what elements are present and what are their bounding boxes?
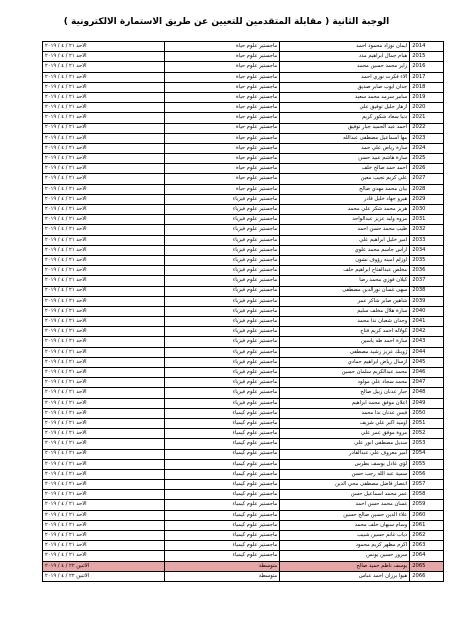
specialization-cell: ماجستير علوم فيزياء	[164, 317, 280, 327]
sequence-number-cell: 2015	[410, 52, 444, 62]
applicant-name-cell: لؤي عادل يوسف بطرس	[280, 459, 410, 469]
applicant-name-cell: سرور حسين يونس	[280, 551, 410, 561]
applicant-name-cell: سديل مصطفى انور علي	[280, 439, 410, 449]
table-row	[43, 154, 444, 164]
specialization-cell: ماجستير علوم فيزياء	[164, 215, 280, 225]
sequence-number-cell: 2058	[410, 490, 444, 500]
specialization-cell: ماجستير علوم كيمياء	[164, 408, 280, 418]
applicant-name-cell: اوميد اكبر علي شريف	[280, 418, 410, 428]
table-row	[43, 439, 444, 449]
applicant-name-cell: اكرم مظهر كريم محمود	[280, 541, 410, 551]
specialization-cell: ماجستير علوم حياة	[164, 92, 280, 102]
interview-date-cell: الاحد ٢١ / ٤ / ٢٠١٩	[43, 255, 165, 265]
applicant-name-cell: دنيا سعاد شكور كريم	[280, 113, 410, 123]
sequence-number-cell: 2060	[410, 510, 444, 520]
table-row	[43, 225, 444, 235]
table-row	[43, 194, 444, 204]
sequence-number-cell: 2040	[410, 306, 444, 316]
applicant-name-cell: علاء الدين حسين صالح حسين	[280, 510, 410, 520]
interview-date-cell: الاحد ٢١ / ٤ / ٢٠١٩	[43, 347, 165, 357]
specialization-cell: ماجستير علوم حياة	[164, 62, 280, 72]
specialization-cell: ماجستير علوم فيزياء	[164, 337, 280, 347]
specialization-cell: ماجستير علوم فيزياء	[164, 286, 280, 296]
interview-date-cell: الاحد ٢١ / ٤ / ٢٠١٩	[43, 368, 165, 378]
sequence-number-cell: 2063	[410, 541, 444, 551]
specialization-cell: ماجستير علوم كيمياء	[164, 531, 280, 541]
table-row	[43, 317, 444, 327]
interview-date-cell: الاحد ٢١ / ٤ / ٢٠١٩	[43, 490, 165, 500]
specialization-cell: متوسطة	[164, 571, 280, 581]
sequence-number-cell: 2057	[410, 480, 444, 490]
table-row	[43, 551, 444, 561]
specialization-cell: ماجستير علوم كيمياء	[164, 490, 280, 500]
sequence-number-cell: 2022	[410, 123, 444, 133]
interview-date-cell: الاحد ٢١ / ٤ / ٢٠١٩	[43, 541, 165, 551]
specialization-cell: ماجستير علوم حياة	[164, 123, 280, 133]
table-row	[43, 72, 444, 82]
specialization-cell: ماجستير علوم حياة	[164, 143, 280, 153]
table-row	[43, 184, 444, 194]
specialization-cell: ماجستير علوم فيزياء	[164, 378, 280, 388]
specialization-cell: ماجستير علوم كيمياء	[164, 449, 280, 459]
table-row	[43, 388, 444, 398]
applicant-name-cell: اراس جاسم محمد علوي	[280, 245, 410, 255]
sequence-number-cell: 2044	[410, 347, 444, 357]
sequence-number-cell: 2043	[410, 337, 444, 347]
applicant-name-cell: ژوينك عزيز رشيد مصطفى	[280, 347, 410, 357]
applicant-name-cell: سارة هلال مخلف سليم	[280, 306, 410, 316]
specialization-cell: ماجستير علوم فيزياء	[164, 306, 280, 316]
applicant-name-cell: زاير محمد حسين محمد	[280, 62, 410, 72]
applicant-name-cell: الاء فكرت نوري احمد	[280, 72, 410, 82]
interview-date-cell: الاحد ٢١ / ٤ / ٢٠١٩	[43, 72, 165, 82]
applicant-name-cell: احمد عبد الحميد جبار توفيق	[280, 123, 410, 133]
interview-date-cell: الاحد ٢١ / ٤ / ٢٠١٩	[43, 286, 165, 296]
table-row	[43, 480, 444, 490]
interview-date-cell: الاحد ٢١ / ٤ / ٢٠١٩	[43, 337, 165, 347]
sequence-number-cell: 2052	[410, 429, 444, 439]
page-title: الوجبة الثانية ( مقابلة المتقدمين للتعيين عن طريق الاستمارة الالكترونية )	[63, 17, 390, 27]
specialization-cell: ماجستير علوم فيزياء	[164, 255, 280, 265]
specialization-cell: ماجستير علوم كيمياء	[164, 459, 280, 469]
interview-date-cell: الاحد ٢١ / ٤ / ٢٠١٩	[43, 418, 165, 428]
applicant-name-cell: سمية عبد الله رجب حسن	[280, 469, 410, 479]
applicant-name-cell: كيلان فوزي محمد رضا	[280, 276, 410, 286]
table-row	[43, 306, 444, 316]
interview-date-cell: الاحد ٢١ / ٤ / ٢٠١٩	[43, 205, 165, 215]
interview-date-cell: الاحد ٢١ / ٤ / ٢٠١٩	[43, 378, 165, 388]
sequence-number-cell: 2065	[410, 561, 444, 571]
specialization-cell: ماجستير علوم حياة	[164, 52, 280, 62]
sequence-number-cell: 2049	[410, 398, 444, 408]
applicant-name-cell: ازسال رياض ابراهيم حمادي	[280, 357, 410, 367]
sequence-number-cell: 2054	[410, 449, 444, 459]
table-row	[43, 164, 444, 174]
applicant-name-cell: سارة رياض علي حمد	[280, 143, 410, 153]
specialization-cell: ماجستير علوم فيزياء	[164, 194, 280, 204]
specialization-cell: ماجستير علوم فيزياء	[164, 327, 280, 337]
interview-date-cell: الاحد ٢١ / ٤ / ٢٠١٩	[43, 174, 165, 184]
table-row	[43, 327, 444, 337]
specialization-cell: ماجستير علوم فيزياء	[164, 245, 280, 255]
sequence-number-cell: 2025	[410, 154, 444, 164]
specialization-cell: ماجستير علوم فيزياء	[164, 398, 280, 408]
specialization-cell: ماجستير علوم حياة	[164, 103, 280, 113]
interview-date-cell: الاحد ٢١ / ٤ / ٢٠١٩	[43, 143, 165, 153]
table-row	[43, 378, 444, 388]
interview-date-cell: الاحد ٢١ / ٤ / ٢٠١٩	[43, 113, 165, 123]
specialization-cell: ماجستير علوم كيمياء	[164, 500, 280, 510]
applicant-name-cell: غسان محمد حسن احمد	[280, 500, 410, 510]
table-row	[43, 357, 444, 367]
specialization-cell: ماجستير علوم كيمياء	[164, 480, 280, 490]
interview-date-cell: الاثنين ٢٢ / ٤ / ٢٠١٩	[43, 571, 165, 581]
table-row	[43, 500, 444, 510]
table-row	[43, 215, 444, 225]
table-row	[43, 286, 444, 296]
sequence-number-cell: 2026	[410, 164, 444, 174]
interview-date-cell: الاحد ٢١ / ٤ / ٢٠١٩	[43, 276, 165, 286]
table-row	[43, 531, 444, 541]
sequence-number-cell: 2066	[410, 571, 444, 581]
table-row	[43, 449, 444, 459]
sequence-number-cell: 2051	[410, 418, 444, 428]
sequence-number-cell: 2014	[410, 42, 444, 52]
sequence-number-cell: 2034	[410, 245, 444, 255]
sequence-number-cell: 2019	[410, 92, 444, 102]
interview-date-cell: الاحد ٢١ / ٤ / ٢٠١٩	[43, 194, 165, 204]
interview-date-cell: الاحد ٢١ / ٤ / ٢٠١٩	[43, 398, 165, 408]
applicant-name-cell: وسام سبهان خلف محمد	[280, 520, 410, 530]
table-row	[43, 510, 444, 520]
sequence-number-cell: 2031	[410, 215, 444, 225]
sequence-number-cell: 2024	[410, 143, 444, 153]
applicant-name-cell: امير خليل ابراهيم علي	[280, 235, 410, 245]
applicant-name-cell: بيان محمد مهدي صالح	[280, 184, 410, 194]
specialization-cell: متوسطة	[164, 561, 280, 571]
specialization-cell: ماجستير علوم فيزياء	[164, 388, 280, 398]
applicant-name-cell: عمر محمد اسماعيل حسن	[280, 490, 410, 500]
applicant-name-cell: سهى غسان نورالدين مصطفى	[280, 286, 410, 296]
interview-date-cell: الاحد ٢١ / ٤ / ٢٠١٩	[43, 154, 165, 164]
applicant-name-cell: سارة هاشم عبيد حسن	[280, 154, 410, 164]
specialization-cell: ماجستير علوم فيزياء	[164, 296, 280, 306]
sequence-number-cell: 2048	[410, 388, 444, 398]
table-row	[43, 368, 444, 378]
table-row	[43, 42, 444, 52]
sequence-number-cell: 2035	[410, 255, 444, 265]
interview-date-cell: الاحد ٢١ / ٤ / ٢٠١٩	[43, 520, 165, 530]
applicant-name-cell: امير معروف علي عبدالقادر	[280, 449, 410, 459]
specialization-cell: ماجستير علوم كيمياء	[164, 418, 280, 428]
sequence-number-cell: 2028	[410, 184, 444, 194]
specialization-cell: ماجستير علوم فيزياء	[164, 368, 280, 378]
sequence-number-cell: 2055	[410, 459, 444, 469]
applicant-name-cell: محمد عبدالكريم سلمان حسين	[280, 368, 410, 378]
specialization-cell: ماجستير علوم حياة	[164, 164, 280, 174]
sequence-number-cell: 2062	[410, 531, 444, 541]
specialization-cell: ماجستير علوم كيمياء	[164, 429, 280, 439]
table-row	[43, 459, 444, 469]
table-row	[43, 276, 444, 286]
interview-date-cell: الاحد ٢١ / ٤ / ٢٠١٩	[43, 500, 165, 510]
sequence-number-cell: 2045	[410, 357, 444, 367]
table-row	[43, 92, 444, 102]
table-row	[43, 123, 444, 133]
table-row	[43, 103, 444, 113]
interview-date-cell: الاحد ٢١ / ٤ / ٢٠١٩	[43, 164, 165, 174]
interview-date-cell: الاحد ٢١ / ٤ / ٢٠١٩	[43, 317, 165, 327]
table-row	[43, 347, 444, 357]
applicant-name-cell: هيوا برزان احمد عباس	[280, 571, 410, 581]
table-row	[43, 429, 444, 439]
applicant-name-cell: انتصار فاضل مصطفى محي الدين	[280, 480, 410, 490]
specialization-cell: ماجستير علوم فيزياء	[164, 225, 280, 235]
sequence-number-cell: 2020	[410, 103, 444, 113]
applicants-table-body	[43, 42, 444, 582]
specialization-cell: ماجستير علوم كيمياء	[164, 551, 280, 561]
sequence-number-cell: 2027	[410, 174, 444, 184]
applicant-name-cell: كولاله احمد كريم فتاح	[280, 327, 410, 337]
sequence-number-cell: 2038	[410, 286, 444, 296]
sequence-number-cell: 2046	[410, 368, 444, 378]
interview-date-cell: الاحد ٢١ / ٤ / ٢٠١٩	[43, 62, 165, 72]
sequence-number-cell: 2064	[410, 551, 444, 561]
table-row	[43, 520, 444, 530]
sequence-number-cell: 2033	[410, 235, 444, 245]
applicant-name-cell: يوسف ناظم حميد صالح	[280, 561, 410, 571]
table-row	[43, 469, 444, 479]
applicants-table	[42, 41, 444, 582]
sequence-number-cell: 2050	[410, 408, 444, 418]
interview-date-cell: الاحد ٢١ / ٤ / ٢٠١٩	[43, 306, 165, 316]
table-row	[43, 296, 444, 306]
interview-date-cell: الاحد ٢١ / ٤ / ٢٠١٩	[43, 42, 165, 52]
table-row	[43, 418, 444, 428]
table-row	[43, 490, 444, 500]
applicant-name-cell: هيرو جهاد خليل قادر	[280, 194, 410, 204]
applicant-name-cell: قيس عدنان نذا محمد	[280, 408, 410, 418]
table-row	[43, 82, 444, 92]
specialization-cell: ماجستير علوم حياة	[164, 42, 280, 52]
interview-date-cell: الاحد ٢١ / ٤ / ٢٠١٩	[43, 123, 165, 133]
table-row	[43, 255, 444, 265]
sequence-number-cell: 2016	[410, 62, 444, 72]
table-row	[43, 235, 444, 245]
specialization-cell: ماجستير علوم كيمياء	[164, 439, 280, 449]
applicant-name-cell: مها اسماعيل مصطفى عبدالله	[280, 133, 410, 143]
interview-date-cell: الاحد ٢١ / ٤ / ٢٠١٩	[43, 103, 165, 113]
table-row	[43, 113, 444, 123]
applicant-name-cell: سارة احمد طه ياسين	[280, 337, 410, 347]
specialization-cell: ماجستير علوم فيزياء	[164, 276, 280, 286]
interview-date-cell: الاحد ٢١ / ٤ / ٢٠١٩	[43, 133, 165, 143]
applicant-name-cell: هريز محمد شكر علي محمد	[280, 205, 410, 215]
applicant-name-cell: ذياب غانم حسين شبيب	[280, 531, 410, 541]
table-row	[43, 62, 444, 72]
applicant-name-cell: جدان ايوب صابر صديق	[280, 82, 410, 92]
sequence-number-cell: 2017	[410, 72, 444, 82]
interview-date-cell: الاثنين ٢٢ / ٤ / ٢٠١٩	[43, 561, 165, 571]
interview-date-cell: الاحد ٢١ / ٤ / ٢٠١٩	[43, 184, 165, 194]
sequence-number-cell: 2041	[410, 317, 444, 327]
applicant-name-cell: طيب محمد حسن احمد	[280, 225, 410, 235]
table-row	[43, 174, 444, 184]
sequence-number-cell: 2029	[410, 194, 444, 204]
table-row	[43, 133, 444, 143]
sequence-number-cell: 2056	[410, 469, 444, 479]
interview-date-cell: الاحد ٢١ / ٤ / ٢٠١٩	[43, 215, 165, 225]
interview-date-cell: الاحد ٢١ / ٤ / ٢٠١٩	[43, 469, 165, 479]
sequence-number-cell: 2061	[410, 520, 444, 530]
applicant-name-cell: علي كريم نجيب معين	[280, 174, 410, 184]
sequence-number-cell: 2018	[410, 82, 444, 92]
sequence-number-cell: 2039	[410, 296, 444, 306]
specialization-cell: ماجستير علوم فيزياء	[164, 235, 280, 245]
applicant-name-cell: شاهين صابر شاكر عمر	[280, 296, 410, 306]
applicant-name-cell: وجدان شعبان نذا محمد	[280, 317, 410, 327]
interview-date-cell: الاحد ٢١ / ٤ / ٢٠١٩	[43, 551, 165, 561]
sequence-number-cell: 2042	[410, 327, 444, 337]
applicant-name-cell: ايمان نوزاد محمود احمد	[280, 42, 410, 52]
specialization-cell: ماجستير علوم حياة	[164, 184, 280, 194]
sequence-number-cell: 2037	[410, 276, 444, 286]
table-row	[43, 52, 444, 62]
interview-date-cell: الاحد ٢١ / ٤ / ٢٠١٩	[43, 439, 165, 449]
table-row	[43, 571, 444, 581]
sequence-number-cell: 2032	[410, 225, 444, 235]
specialization-cell: ماجستير علوم حياة	[164, 82, 280, 92]
interview-date-cell: الاحد ٢١ / ٤ / ٢٠١٩	[43, 225, 165, 235]
table-row	[43, 398, 444, 408]
sequence-number-cell: 2023	[410, 133, 444, 143]
specialization-cell: ماجستير علوم كيمياء	[164, 469, 280, 479]
applicant-name-cell: اعلان موفق محمد ابراهيم	[280, 398, 410, 408]
applicant-name-cell: ازهار جليل توفيق علي	[280, 103, 410, 113]
sequence-number-cell: 2021	[410, 113, 444, 123]
specialization-cell: ماجستير علوم كيمياء	[164, 520, 280, 530]
table-row	[43, 266, 444, 276]
specialization-cell: ماجستير علوم حياة	[164, 113, 280, 123]
interview-date-cell: الاحد ٢١ / ٤ / ٢٠١٩	[43, 52, 165, 62]
sequence-number-cell: 2047	[410, 378, 444, 388]
specialization-cell: ماجستير علوم فيزياء	[164, 205, 280, 215]
applicant-name-cell: اوزلم امينه رؤوف نشون	[280, 255, 410, 265]
interview-date-cell: الاحد ٢١ / ٤ / ٢٠١٩	[43, 449, 165, 459]
interview-date-cell: الاحد ٢١ / ٤ / ٢٠١٩	[43, 296, 165, 306]
interview-date-cell: الاحد ٢١ / ٤ / ٢٠١٩	[43, 480, 165, 490]
interview-date-cell: الاحد ٢١ / ٤ / ٢٠١٩	[43, 388, 165, 398]
applicant-name-cell: سامر سرمد محمد سعيد	[280, 92, 410, 102]
interview-date-cell: الاحد ٢١ / ٤ / ٢٠١٩	[43, 510, 165, 520]
interview-date-cell: الاحد ٢١ / ٤ / ٢٠١٩	[43, 531, 165, 541]
interview-date-cell: الاحد ٢١ / ٤ / ٢٠١٩	[43, 408, 165, 418]
table-row	[43, 245, 444, 255]
specialization-cell: ماجستير علوم كيمياء	[164, 541, 280, 551]
interview-date-cell: الاحد ٢١ / ٤ / ٢٠١٩	[43, 357, 165, 367]
applicant-name-cell: جبار عدنان زبيل صالح	[280, 388, 410, 398]
sequence-number-cell: 2030	[410, 205, 444, 215]
sequence-number-cell: 2059	[410, 500, 444, 510]
table-row	[43, 408, 444, 418]
interview-date-cell: الاحد ٢١ / ٤ / ٢٠١٩	[43, 429, 165, 439]
specialization-cell: ماجستير علوم فيزياء	[164, 266, 280, 276]
applicant-name-cell: مخلص عبدالفتاح ابراهيم خلف	[280, 266, 410, 276]
interview-date-cell: الاحد ٢١ / ٤ / ٢٠١٩	[43, 459, 165, 469]
applicant-name-cell: مروة موفق عمر علي	[280, 429, 410, 439]
specialization-cell: ماجستير علوم حياة	[164, 133, 280, 143]
interview-date-cell: الاحد ٢١ / ٤ / ٢٠١٩	[43, 92, 165, 102]
interview-date-cell: الاحد ٢١ / ٤ / ٢٠١٩	[43, 235, 165, 245]
specialization-cell: ماجستير علوم حياة	[164, 72, 280, 82]
sequence-number-cell: 2053	[410, 439, 444, 449]
interview-date-cell: الاحد ٢١ / ٤ / ٢٠١٩	[43, 245, 165, 255]
table-row	[43, 561, 444, 571]
specialization-cell: ماجستير علوم حياة	[164, 174, 280, 184]
applicant-name-cell: احمد حمد صالح خلف	[280, 164, 410, 174]
interview-date-cell: الاحد ٢١ / ٤ / ٢٠١٩	[43, 327, 165, 337]
table-row	[43, 337, 444, 347]
specialization-cell: ماجستير علوم كيمياء	[164, 510, 280, 520]
applicant-name-cell: هيام جمال ابراهيم مدد	[280, 52, 410, 62]
applicant-name-cell: محمد سجاد علي مولود	[280, 378, 410, 388]
specialization-cell: ماجستير علوم فيزياء	[164, 347, 280, 357]
interview-date-cell: الاحد ٢١ / ٤ / ٢٠١٩	[43, 266, 165, 276]
table-row	[43, 541, 444, 551]
table-row	[43, 143, 444, 153]
specialization-cell: ماجستير علوم حياة	[164, 154, 280, 164]
interview-date-cell: الاحد ٢١ / ٤ / ٢٠١٩	[43, 82, 165, 92]
applicant-name-cell: مروه وليد عزيز عبدالواحد	[280, 215, 410, 225]
table-row	[43, 205, 444, 215]
specialization-cell: ماجستير علوم فيزياء	[164, 357, 280, 367]
sequence-number-cell: 2036	[410, 266, 444, 276]
